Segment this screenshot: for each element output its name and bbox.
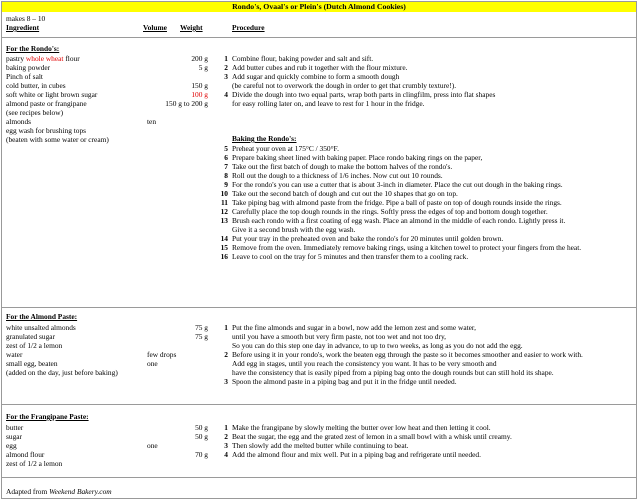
- header-ingredient: Ingredient: [6, 23, 40, 32]
- header-volume: Volume: [143, 23, 167, 32]
- step-text: Add egg in stages, until you reach the consistency you want. It has to be very smooth and: [232, 359, 497, 368]
- header-weight: Weight: [180, 23, 203, 32]
- step-number: 1: [224, 54, 228, 63]
- baking-heading: Baking the Rondo's:: [232, 134, 297, 143]
- step-number: 7: [224, 162, 228, 171]
- step-text: Roll out the dough to a thickness of 1/6 inches. Now cut out 10 rounds.: [232, 171, 443, 180]
- step-number: 14: [220, 234, 228, 243]
- ingredient-name: (added on the day, just before baking): [6, 368, 118, 377]
- ingredient-weight: 75 g: [195, 323, 208, 332]
- ingredient-name: zest of 1/2 a lemon: [6, 459, 63, 468]
- step-text: Divide the dough into two equal parts, wrap both parts in clingfilm, press into flat shapes: [232, 90, 496, 99]
- step-text: Give it a second brush with the egg wash.: [232, 225, 356, 234]
- step-text: Beat the sugar, the egg and the grated zest of lemon in a small bowl with a whisk until creamy.: [232, 432, 512, 441]
- step-number: 13: [220, 216, 228, 225]
- makes-label: makes 8 – 10: [6, 14, 46, 23]
- step-number: 2: [224, 63, 228, 72]
- step-number: 8: [224, 171, 228, 180]
- step-number: 10: [220, 189, 228, 198]
- ingredient-name: granulated sugar: [6, 332, 56, 341]
- ingredient-weight: 100 g: [191, 90, 208, 99]
- ingredient-name: egg: [6, 441, 17, 450]
- step-text: Carefully place the top dough rounds in the rings. Softly press the edges of top and bottom dough together.: [232, 207, 548, 216]
- footer-prefix: Adapted from: [6, 487, 50, 496]
- step-text: Take piping bag with almond paste from the fridge. Pipe a ball of paste on top of dough rounds inside the rings.: [232, 198, 562, 207]
- step-text: until you have a smooth but very firm paste, not too wet and not too dry,: [232, 332, 447, 341]
- step-text: Then slowly add the melted butter while continuing to beat.: [232, 441, 409, 450]
- ingredient-name: egg wash for brushing tops: [6, 126, 87, 135]
- footer-credit: [6, 487, 112, 496]
- step-number: 2: [224, 350, 228, 359]
- ingredient-volume: one: [147, 359, 158, 368]
- almond-heading: For the Almond Paste:: [6, 312, 78, 321]
- ingredient-name: baking powder: [6, 63, 51, 72]
- ingredient-name: pastry whole wheat flour: [6, 54, 80, 63]
- step-text: Put your tray in the preheated oven and bake the rondo's for 20 minutes until golden brown.: [232, 234, 504, 243]
- step-number: 4: [224, 450, 228, 459]
- step-text: Spoon the almond paste in a piping bag and put it in the fridge until needed.: [232, 377, 457, 386]
- step-number: 9: [224, 180, 228, 189]
- step-text: Leave to cool on the tray for 5 minutes and then transfer them to a cooling rack.: [232, 252, 469, 261]
- ingredient-weight: 150 g to 200 g: [165, 99, 208, 108]
- step-text: So you can do this step one day in advance, to up to two weeks, as long as you do not add the egg.: [232, 341, 523, 350]
- ingredient-weight: 70 g: [195, 450, 208, 459]
- header-procedure: Procedure: [232, 23, 265, 32]
- ingredient-name: small egg, beaten: [6, 359, 58, 368]
- step-number: 12: [220, 207, 228, 216]
- step-text: Make the frangipane by slowly melting the butter over low heat and then letting it cool.: [232, 423, 491, 432]
- frangipane-heading: For the Frangipane Paste:: [6, 412, 89, 421]
- recipe-sheet: [1, 1, 637, 499]
- ingredient-volume: one: [147, 441, 158, 450]
- ingredient-name: zest of 1/2 a lemon: [6, 341, 63, 350]
- step-text: Before using it in your rondo's, work the beaten egg through the paste so it becomes smoother and easier to work with.: [232, 350, 583, 359]
- ingredient-name: (see recipes below): [6, 108, 64, 117]
- step-text: Add the almond flour and mix well. Put in a piping bag and refrigerate until needed.: [232, 450, 481, 459]
- ingredient-name: sugar: [6, 432, 23, 441]
- section-divider: [2, 307, 636, 308]
- ingredient-weight: 200 g: [191, 54, 208, 63]
- step-number: 6: [224, 153, 228, 162]
- step-text: Put the fine almonds and sugar in a bowl, now add the lemon zest and some water,: [232, 323, 476, 332]
- step-number: 15: [220, 243, 228, 252]
- ingredient-name: almonds: [6, 117, 32, 126]
- recipe-title: Rondo's, Ovaal's or Plein's (Dutch Almond Cookies): [2, 2, 636, 12]
- step-number: 1: [224, 323, 228, 332]
- ingredient-name: Pinch of salt: [6, 72, 43, 81]
- ingredient-name: (beaten with some water or cream): [6, 135, 109, 144]
- step-text: Combine flour, baking powder and salt and sift.: [232, 54, 374, 63]
- step-text: Add butter cubes and rub it together with the flour mixture.: [232, 63, 408, 72]
- step-text: For the rondo's you can use a cutter that is about 3-inch in diameter. Place the cut out dough in the baking rings.: [232, 180, 563, 189]
- step-number: 3: [224, 72, 228, 81]
- step-text: Take out the first batch of dough to make the bottom halves of the rondo's.: [232, 162, 453, 171]
- ingredient-volume: few drops: [147, 350, 177, 359]
- section-divider: [2, 404, 636, 405]
- step-text: have the consistency that is easily piped from a piping bag onto the dough rounds but can still hold its shape.: [232, 368, 554, 377]
- step-text: Remove from the oven. Immediately remove baking rings, using a kitchen towel to protect your fingers from the heat.: [232, 243, 582, 252]
- step-text: Add sugar and quickly combine to form a smooth dough: [232, 72, 400, 81]
- section-divider: [2, 37, 636, 38]
- step-number: 4: [224, 90, 228, 99]
- ingredient-weight: 150 g: [191, 81, 208, 90]
- ingredient-weight: 50 g: [195, 432, 208, 441]
- step-text: Take out the second batch of dough and cut out the 10 shapes that go on top.: [232, 189, 458, 198]
- step-text: Preheat your oven at 175°C / 350°F.: [232, 144, 339, 153]
- section-divider: [2, 477, 636, 478]
- ingredient-name: white unsalted almonds: [6, 323, 76, 332]
- step-number: 1: [224, 423, 228, 432]
- step-number: 5: [224, 144, 228, 153]
- ingredient-volume: ten: [147, 117, 157, 126]
- step-number: 16: [220, 252, 228, 261]
- ingredient-weight: 75 g: [195, 332, 208, 341]
- ingredient-name: water: [6, 350, 23, 359]
- ingredient-name: almond paste or frangipane: [6, 99, 87, 108]
- step-number: 11: [221, 198, 228, 207]
- ingredient-name: butter: [6, 423, 24, 432]
- step-number: 3: [224, 441, 228, 450]
- ingredient-name: cold butter, in cubes: [6, 81, 66, 90]
- footer-source: Weekend Bakery.com: [49, 487, 112, 496]
- step-text: Prepare baking sheet lined with baking paper. Place rondo baking rings on the paper,: [232, 153, 483, 162]
- ingredient-name: almond flour: [6, 450, 45, 459]
- ingredient-weight: 5 g: [198, 63, 208, 72]
- step-number: 3: [224, 377, 228, 386]
- step-number: 2: [224, 432, 228, 441]
- step-text: Brush each rondo with a first coating of egg wash. Place an almond in the middle of each rondo. Lightly press it.: [232, 216, 566, 225]
- rondo-heading: For the Rondo's:: [6, 44, 60, 53]
- ingredient-name: soft white or light brown sugar: [6, 90, 98, 99]
- step-text: (be careful not to overwork the dough in order to get that crumbly texture!).: [232, 81, 457, 90]
- ingredient-weight: 50 g: [195, 423, 208, 432]
- step-text: for easy rolling later on, and leave to rest for 1 hour in the fridge.: [232, 99, 425, 108]
